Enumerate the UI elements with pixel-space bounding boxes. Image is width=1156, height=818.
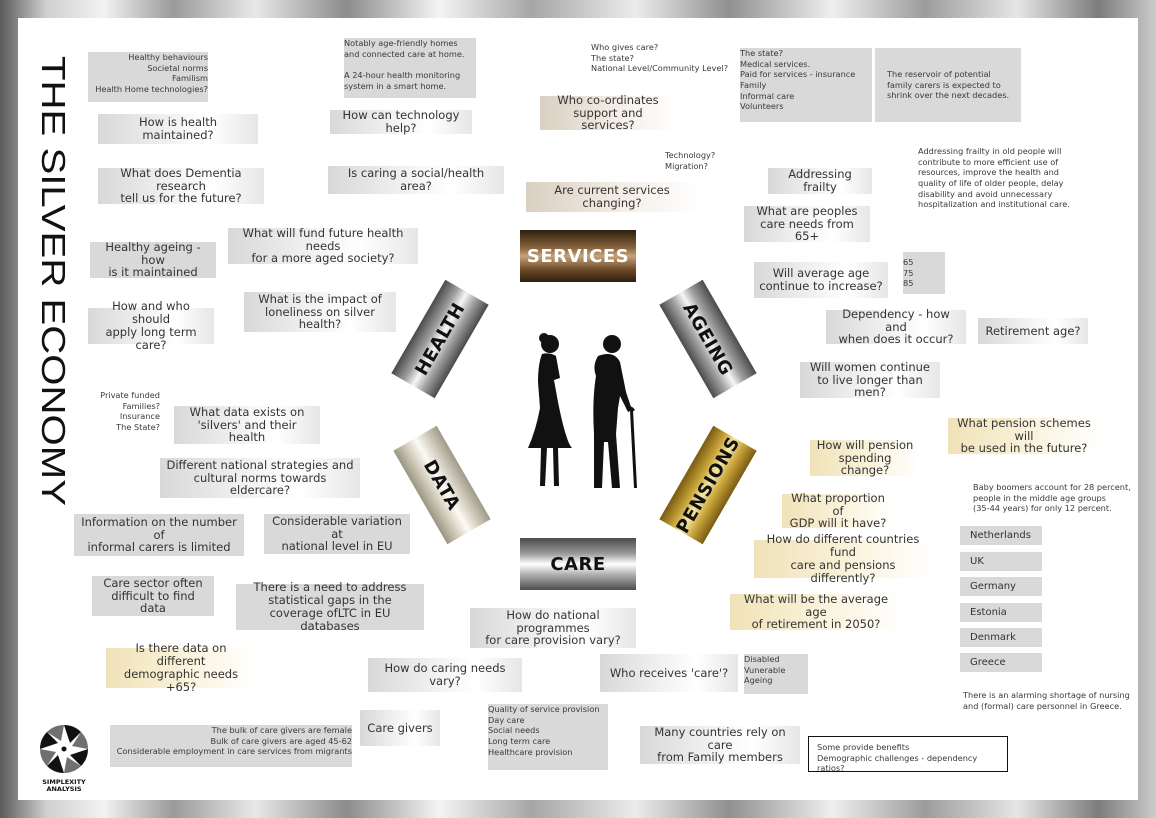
poster-title xyxy=(34,56,80,508)
question-data-silvers: What data exists on 'silvers' and their health xyxy=(174,406,320,444)
question-retirement-age: Retirement age? xyxy=(978,318,1088,344)
question-caring-needs-vary: How do caring needs vary? xyxy=(368,658,522,692)
note-care-givers-stats: The bulk of care givers are female Bulk of care givers are aged 45-62 Considerable employment in care services from migrants xyxy=(110,725,352,767)
country-greece: Greece xyxy=(960,653,1042,672)
note-frailty-text: Addressing frailty in old people will contribute to more efficient use of resources, improve the health and quality of life of older people, delay disability and avoid unnecessary hospitalization and institutional care. xyxy=(918,146,1070,210)
question-coordinates: Who co-ordinates support and services? xyxy=(540,96,676,130)
country-netherlands: Netherlands xyxy=(960,526,1042,545)
question-who-receives: Who receives 'care'? xyxy=(600,654,738,692)
question-loneliness: What is the impact of loneliness on silver health? xyxy=(244,292,396,332)
country-germany: Germany xyxy=(960,577,1042,596)
question-care-sector: Care sector often difficult to find data xyxy=(92,576,214,616)
country-denmark: Denmark xyxy=(960,628,1042,647)
note-ages: 65 75 85 xyxy=(903,252,945,294)
note-greece-shortage: There is an alarming shortage of nursing and (formal) care personnel in Greece. xyxy=(963,690,1130,711)
note-who-gives-care: Who gives care? The state? National Level/Community Level? xyxy=(591,42,729,74)
question-dementia: What does Dementia research tell us for the future? xyxy=(98,168,264,204)
spiral-logo-icon xyxy=(38,723,90,775)
note-baby-boomers: Baby boomers account for 28 percent, people in the middle age groups (35-44 years) for only 12 percent. xyxy=(973,482,1131,514)
country-uk: UK xyxy=(960,552,1042,571)
question-services-changing: Are current services changing? xyxy=(526,182,698,212)
question-healthy-ageing: Healthy ageing - how is it maintained xyxy=(90,242,216,278)
note-private-funded: Private funded Families? Insurance The State? xyxy=(100,390,160,432)
note-reservoir: The reservoir of potential family carers is expected to shrink over the next decades. xyxy=(875,48,1021,122)
category-data: DATA xyxy=(393,426,490,545)
logo-line2: ANALYSIS xyxy=(46,785,82,794)
question-average-age: Will average age continue to increase? xyxy=(754,262,888,298)
question-caring-social: Is caring a social/health area? xyxy=(328,166,504,194)
question-informal-carers: Information on the number of informal carers is limited xyxy=(74,514,244,556)
question-pension-schemes: What pension schemes will be used in the future? xyxy=(948,418,1100,454)
question-statistical-gaps: There is a need to address statistical gaps in the coverage ofLTC in EU databases xyxy=(236,584,424,630)
simplexity-logo xyxy=(36,723,92,793)
elderly-couple-icon xyxy=(514,330,646,490)
note-benefits: Some provide benefits Demographic challenges - dependency ratios? xyxy=(808,736,1008,772)
question-care-needs-65: What are peoples care needs from 65+ xyxy=(744,206,870,242)
question-women-longer: Will women continue to live longer than men? xyxy=(800,362,940,398)
note-age-friendly: Notably age-friendly homes and connected care at home. A 24-hour health monitoring system in a smart home. xyxy=(344,38,476,98)
question-variation-eu: Considerable variation at national level in EU xyxy=(264,514,410,554)
category-health: HEALTH xyxy=(391,280,488,399)
question-countries-fund: How do different countries fund care and pensions differently? xyxy=(754,540,932,578)
question-how-health-maintained: How is health maintained? xyxy=(98,114,258,144)
category-pensions: PENSIONS xyxy=(659,426,756,545)
question-fund-health: What will fund future health needs for a more aged society? xyxy=(228,228,418,264)
question-avg-retirement-2050: What will be the average age of retirement in 2050? xyxy=(730,594,902,630)
question-care-givers: Care givers xyxy=(360,710,440,746)
poster-title-text: THE SILVER ECONOMY xyxy=(35,56,72,426)
note-tech-migration: Technology? Migration? xyxy=(665,150,716,171)
question-national-programmes: How do national programmes for care provision vary? xyxy=(470,608,636,648)
question-long-term-care: How and who should apply long term care? xyxy=(88,308,214,344)
logo-line1: SIMPLEXITY xyxy=(42,778,86,786)
question-family-members: Many countries rely on care from Family members xyxy=(640,726,800,764)
category-ageing: AGEING xyxy=(659,280,756,399)
question-pension-spending: How will pension spending change? xyxy=(810,440,920,476)
question-addressing-frailty: Addressing frailty xyxy=(768,168,872,194)
question-dependency: Dependency - how and when does it occur? xyxy=(826,310,966,344)
country-estonia: Estonia xyxy=(960,603,1042,622)
note-quality-service: Quality of service provision Day care Social needs Long term care Healthcare provision xyxy=(488,704,608,770)
question-gdp-proportion: What proportion of GDP will it have? xyxy=(782,494,894,528)
poster-frame xyxy=(18,18,1138,800)
question-national-strategies: Different national strategies and cultural norms towards eldercare? xyxy=(160,458,360,498)
note-healthy-behaviours: Healthy behaviours Societal norms Familism Health Home technologies? xyxy=(88,52,208,102)
category-services: SERVICES xyxy=(520,230,636,282)
note-disabled: Disabled Vunerable Ageing xyxy=(744,654,808,694)
category-care: CARE xyxy=(520,538,636,590)
question-tech-help: How can technology help? xyxy=(330,110,472,134)
question-demographic-needs: Is there data on different demographic needs +65? xyxy=(106,648,256,688)
note-state-services: The state? Medical services. Paid for services - insurance Family Informal care Volunteers xyxy=(740,48,872,122)
